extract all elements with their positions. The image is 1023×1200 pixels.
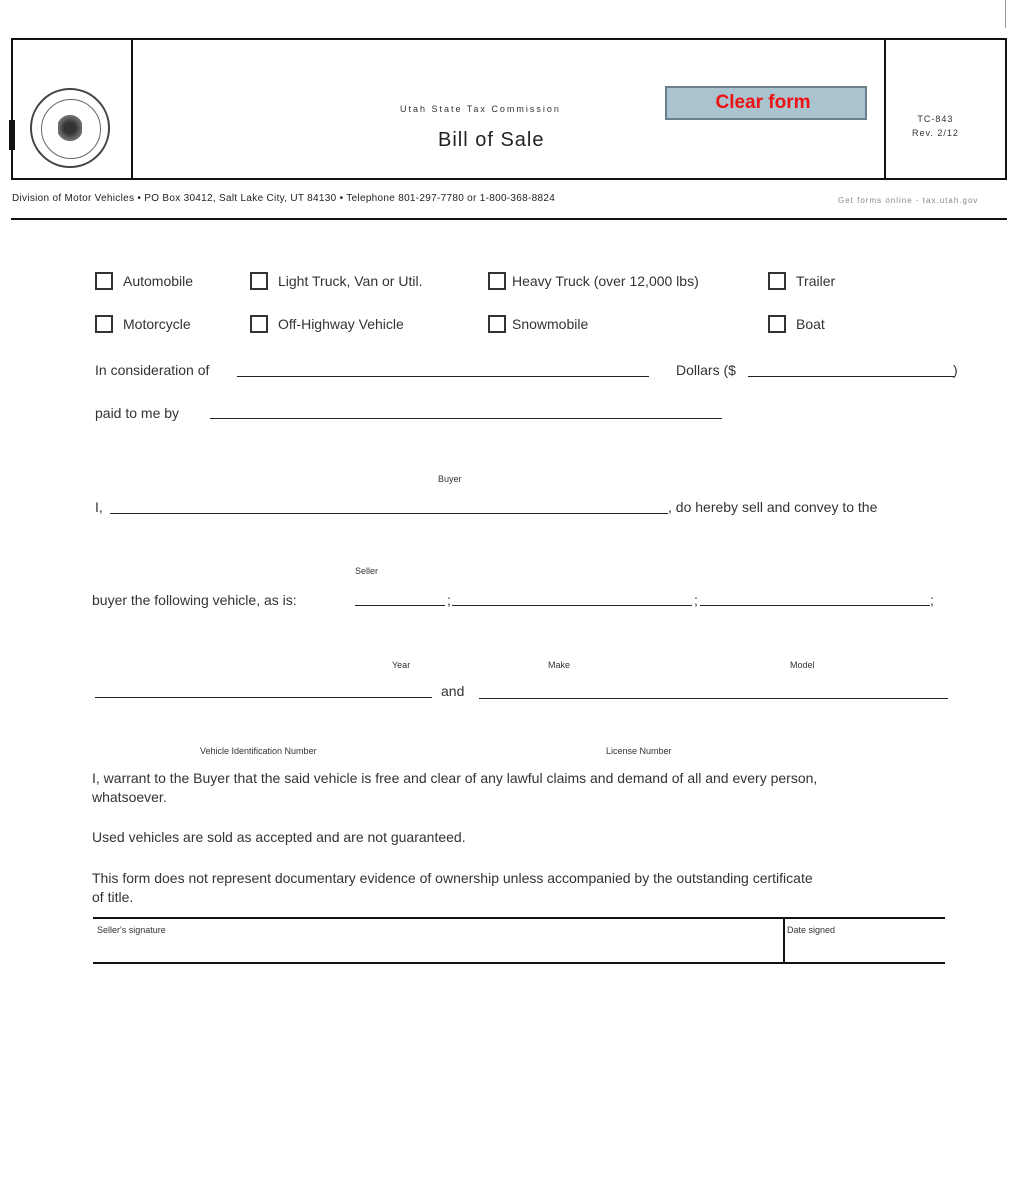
form-id — [912, 112, 959, 140]
buyer-caption: Buyer — [438, 474, 462, 484]
state-seal-icon — [30, 88, 110, 168]
convey-text: , do hereby sell and convey to the — [668, 499, 878, 515]
license-caption: License Number — [606, 746, 672, 756]
separator-1: ; — [447, 592, 451, 608]
vin-caption: Vehicle Identification Number — [200, 746, 317, 756]
page-mark — [1005, 0, 1006, 28]
seller-caption: Seller — [355, 566, 379, 576]
checkbox-box[interactable] — [768, 272, 786, 290]
ownership-statement: This form does not represent documentary evidence of ownership unless accompanied by the outstanding certificate of title. — [92, 870, 813, 905]
checkbox-trailer[interactable] — [768, 272, 835, 290]
checkbox-light-truck[interactable] — [250, 272, 422, 290]
year-caption: Year — [392, 660, 411, 670]
and-label: and — [441, 683, 465, 699]
checkbox-box[interactable] — [488, 272, 506, 290]
checkbox-label: Light Truck, Van or Util. — [278, 273, 423, 289]
seller-name-field[interactable] — [110, 513, 668, 514]
model-field[interactable] — [700, 605, 930, 606]
model-caption: Model — [790, 660, 815, 670]
checkbox-box[interactable] — [250, 272, 268, 290]
make-caption: Make — [548, 660, 571, 670]
checkbox-label: Snowmobile — [512, 316, 589, 332]
make-field[interactable] — [452, 605, 692, 606]
consideration-label: In consideration of — [95, 362, 210, 378]
i-label: I, — [95, 499, 103, 515]
buyer-following-label: buyer the following vehicle, as is: — [92, 592, 297, 608]
dollars-label: Dollars ($ — [676, 362, 736, 378]
checkbox-label: Boat — [796, 316, 825, 332]
agency-name: Utah State Tax Commission — [400, 104, 561, 114]
checkbox-label: Automobile — [123, 273, 194, 289]
left-edge-bar — [9, 120, 15, 150]
checkbox-motorcycle[interactable] — [95, 315, 191, 333]
header-divider-left — [131, 40, 133, 178]
paid-to-label: paid to me by — [95, 405, 180, 421]
consideration-amount-field[interactable] — [237, 376, 649, 377]
checkbox-box[interactable] — [768, 315, 786, 333]
separator-3: ; — [930, 592, 934, 608]
checkbox-snowmobile[interactable] — [488, 315, 588, 333]
checkbox-label: Motorcycle — [123, 316, 191, 332]
license-field[interactable] — [479, 698, 948, 699]
checkbox-box[interactable] — [95, 315, 113, 333]
forms-website: Get forms online - tax.utah.gov — [838, 196, 979, 205]
warrant-statement: I, warrant to the Buyer that the said vehicle is free and clear of any lawful claims and demand of all and every person, whatsoever. — [92, 770, 818, 805]
date-signed-label: Date signed — [787, 925, 836, 935]
dollars-amount-field[interactable] — [748, 376, 954, 377]
seller-signature-label: Seller's signature — [97, 925, 166, 935]
vin-field[interactable] — [95, 697, 432, 698]
clear-form-button[interactable]: Clear form — [665, 86, 867, 120]
checkbox-boat[interactable] — [768, 315, 825, 333]
signature-divider — [783, 919, 785, 962]
checkbox-box[interactable] — [488, 315, 506, 333]
checkbox-heavy-truck[interactable] — [488, 272, 699, 290]
page-title: Bill of Sale — [438, 129, 545, 151]
checkbox-label: Off-Highway Vehicle — [278, 316, 404, 332]
used-vehicle-statement: Used vehicles are sold as accepted and are not guaranteed. — [92, 829, 466, 845]
seal-emblem-icon — [58, 114, 82, 142]
checkbox-off-highway[interactable] — [250, 315, 404, 333]
header-divider-right — [884, 40, 886, 178]
dmv-address: Division of Motor Vehicles • PO Box 30412, Salt Lake City, UT 84130 • Telephone 801-297-7780 or 1-800-368-8824 — [12, 193, 556, 204]
dollars-close-paren: ) — [953, 362, 958, 378]
checkbox-label: Trailer — [796, 273, 836, 289]
form-number: TC-843 — [917, 114, 954, 124]
checkbox-label: Heavy Truck (over 12,000 lbs) — [512, 273, 699, 289]
year-field[interactable] — [355, 605, 445, 606]
paid-by-field[interactable] — [210, 418, 722, 419]
top-margin — [0, 0, 1023, 20]
checkbox-automobile[interactable] — [95, 272, 193, 290]
header-rule — [11, 218, 1007, 220]
checkbox-box[interactable] — [250, 315, 268, 333]
signature-table — [93, 917, 945, 964]
separator-2: ; — [694, 592, 698, 608]
form-revision: Rev. 2/12 — [912, 128, 959, 138]
checkbox-box[interactable] — [95, 272, 113, 290]
